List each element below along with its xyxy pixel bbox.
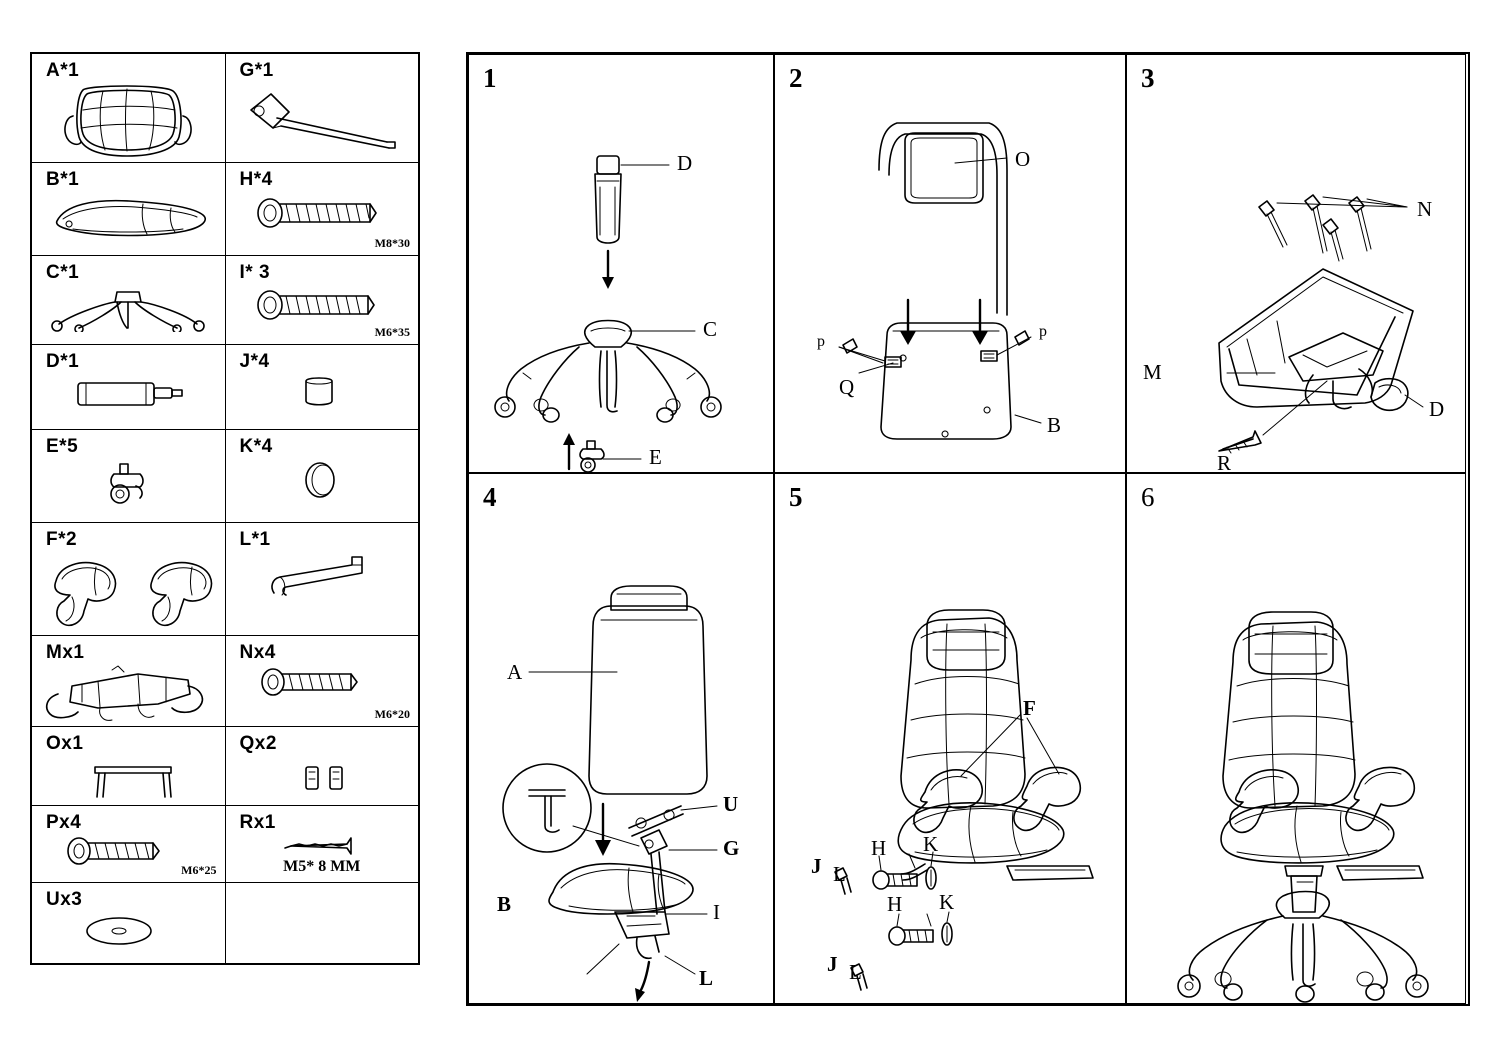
part-label-i: I* 3 [239,262,271,283]
part-label-h: H*4 [239,169,273,190]
part-size-p: M6*25 [181,863,217,877]
part-cell-k [225,430,419,523]
callout-l-wrench-top: L [833,862,846,886]
part-label-r: Rx1 [239,812,276,833]
part-cell-l [225,523,419,636]
parts-inventory-table [30,52,420,965]
callout-k-washer-top: K [923,832,939,856]
table-row [31,883,419,965]
callout-g-bracket: G [723,836,740,860]
table-row [31,430,419,523]
callout-l-wrench: L [699,966,714,990]
callout-m-mechanism: M [1143,360,1162,384]
step-number-4: 4 [483,482,497,512]
part-size-r: M5* 8 MM [283,858,361,875]
part-label-j: J*4 [239,351,270,372]
callout-e-caster: E [649,445,662,469]
part-size-i: M6*35 [374,325,410,339]
part-cell-i [225,256,419,345]
step-3-mechanism-under-seat [1126,54,1466,473]
callout-b-seat: B [497,892,512,916]
bolt-icon [242,284,402,326]
part-cell-d [31,345,225,430]
part-cell-b [31,163,225,256]
part-label-q: Qx2 [239,733,277,754]
headrest-frame-icon [53,755,203,801]
part-cell-p [31,806,225,883]
part-label-o: Ox1 [46,733,84,754]
tilt-mechanism-icon [38,664,218,726]
part-label-g: G*1 [239,60,274,81]
part-cell-h [225,163,419,256]
callout-j-cap-top: J [811,854,822,878]
table-row [31,256,419,345]
part-size-n: M6*20 [374,707,410,721]
table-row [31,345,419,430]
washer-ring-icon [262,458,382,504]
table-row [31,727,419,806]
part-label-c: C*1 [46,262,80,283]
callout-n-bolts: N [1417,197,1433,221]
step-number-5: 5 [789,482,803,512]
step-4-diagram [469,474,775,1005]
callout-u-washer: U [723,792,739,816]
cap-cover-icon [262,373,382,413]
part-cell-a [31,53,225,163]
callout-d-cylinder: D [1429,397,1445,421]
part-label-f: F*2 [46,529,78,550]
metal-bracket-arm-icon [237,82,407,156]
table-row [31,523,419,636]
callout-o-headrest: O [1015,147,1031,171]
part-label-n: Nx4 [239,642,276,663]
caster-wheel-icon [48,458,208,506]
step-6-finished-chair [1126,473,1466,1004]
part-cell-u [31,883,225,965]
five-star-base-icon [43,284,213,332]
step-number-2: 2 [789,63,803,93]
step-number-1: 1 [483,63,497,93]
step-1-diagram [469,55,775,474]
bolt-icon [242,191,402,235]
part-label-m: Mx1 [46,642,85,663]
gas-lift-cylinder-icon [48,373,208,413]
callout-l-wrench-bottom: L [849,960,862,984]
bolt-icon [247,664,397,700]
callout-k-washer-bottom: K [939,890,955,914]
callout-j-cap-bottom: J [827,952,838,976]
step-5-diagram [775,474,1127,1005]
callout-q-clip: Q [839,375,855,399]
part-cell-o [31,727,225,806]
callout-b-seat: B [1047,413,1062,437]
part-cell-e [31,430,225,523]
callout-i-bolt: I [713,900,720,924]
flat-washer-icon [53,911,203,953]
part-label-k: K*4 [239,436,273,457]
callout-p-left: p [817,333,825,350]
step-4-backrest-to-seat [468,473,774,1004]
part-label-l: L*1 [239,529,271,550]
armrest-pair-icon [38,551,218,633]
step-number-6: 6 [1141,482,1155,512]
part-cell-g [225,53,419,163]
callout-a-backrest: A [507,660,523,684]
part-cell-n [225,636,419,727]
part-label-b: B*1 [46,169,80,190]
step-3-diagram [1127,55,1467,474]
callout-d-gas-lift: D [677,151,693,175]
step-5-armrests [774,473,1126,1004]
callout-h-bolt-top: H [871,836,887,860]
part-cell-empty [225,883,419,965]
part-cell-r [225,806,419,883]
part-size-h: M8*30 [374,236,410,250]
table-row [31,636,419,727]
part-label-u: Ux3 [46,889,83,910]
part-label-p: Px4 [46,812,82,833]
table-row [31,806,419,883]
part-cell-j [225,345,419,430]
step-2-headrest-and-back [774,54,1126,473]
part-label-a: A*1 [46,60,80,81]
part-cell-f [31,523,225,636]
table-row [31,163,419,256]
chair-backrest-icon [53,82,203,160]
step-6-diagram [1127,474,1467,1005]
callout-p-right: p [1039,323,1047,340]
part-cell-c [31,256,225,345]
callout-r-screw: R [1217,451,1232,475]
clip-pair-icon [252,755,392,799]
step-2-diagram [775,55,1127,474]
callout-c-base: C [703,317,718,341]
part-label-d: D*1 [46,351,80,372]
step-1-base-and-casters [468,54,774,473]
assembly-steps-grid [466,52,1470,1006]
callout-f-armrests: F [1023,696,1036,720]
part-cell-q [225,727,419,806]
seat-cushion-icon [43,191,213,241]
step-number-3: 3 [1141,63,1155,93]
allen-wrench-icon [252,551,392,611]
part-cell-m [31,636,225,727]
part-label-e: E*5 [46,436,79,457]
table-row [31,53,419,163]
callout-h-bolt-bottom: H [887,892,903,916]
